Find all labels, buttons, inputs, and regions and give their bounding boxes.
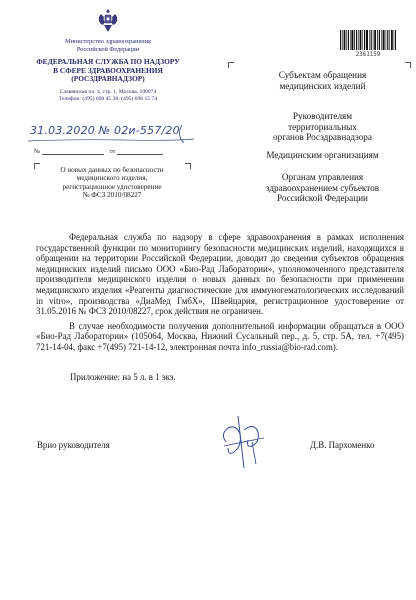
subject-line: регистрационное удостоверение	[62, 182, 162, 191]
recipient-line: Российской Федерации	[277, 193, 368, 204]
agency-line: (РОСЗДРАВНАДЗОР)	[71, 74, 145, 84]
body-paragraph: В случае необходимости получения дополнительной информации обращаться в ООО «Био-Рад Лаборатории» (105064, Москва, Нижний Сусальный пер., д. 5, стр. 5А, тел. +7(495) 721-14-04, факс +7(495) 721-14-12, электронная почта info_russia@bio-rad.com).	[36, 320, 404, 352]
signatory-name: Д.В. Пархоменко	[310, 440, 375, 450]
handwritten-signature	[218, 412, 270, 472]
ministry-line: Российской Федерации	[76, 45, 140, 53]
handwritten-date-number: 31.03.2020 № 02и-557/20	[30, 124, 180, 137]
agency-line: В СФЕРЕ ЗДРАВООХРАНЕНИЯ	[53, 65, 163, 75]
recipient-block	[240, 150, 405, 161]
agency-name	[20, 58, 196, 84]
subject-line: О новых данных по безопасности	[60, 166, 164, 174]
signatory-position: Врио руководителя	[37, 440, 110, 450]
letter-subject	[42, 166, 182, 200]
recipient-line: Медицинским организациям	[266, 150, 379, 160]
from-blank	[117, 147, 163, 155]
subject-corner-mark	[185, 163, 191, 169]
barcode	[340, 30, 396, 50]
recipient-corner-mark	[228, 62, 234, 68]
ministry-name	[20, 38, 196, 53]
recipient-line: здравоохранением субъектов	[265, 182, 380, 193]
agency-line: ФЕДЕРАЛЬНАЯ СЛУЖБА ПО НАДЗОРУ	[36, 57, 180, 66]
agency-address	[20, 89, 196, 103]
recipient-line: органов Росздравнадзора	[273, 132, 372, 143]
phone-line: Телефон: (495) 698 45 38; (495) 698 15 74	[58, 96, 158, 102]
subject-line: № ФСЗ 2010/08227	[82, 191, 142, 200]
recipient-line: Органам управления	[281, 172, 364, 182]
address-line: Славянская пл. 4, стр. 1, Москва, 100074	[59, 89, 157, 95]
handwritten-underline	[14, 123, 200, 145]
recipient-line: медицинских изделий	[279, 80, 366, 91]
number-label: №	[34, 148, 41, 155]
recipient-block	[240, 111, 405, 143]
attachment-note: Приложение: на 5 л. в 1 экз.	[70, 372, 176, 382]
barcode-number: 2361159	[355, 52, 381, 58]
from-label: от	[109, 148, 116, 155]
recipient-line: Руководителям	[292, 111, 353, 121]
ministry-line: Министерство здравоохранения	[65, 38, 151, 45]
number-blank	[42, 147, 104, 155]
coat-of-arms-icon	[97, 8, 119, 34]
subject-corner-mark	[34, 163, 40, 169]
letter-body	[36, 232, 404, 353]
recipient-corner-mark	[405, 62, 411, 68]
number-row	[34, 147, 163, 155]
subject-line: медицинского изделия,	[76, 174, 148, 183]
recipient-line: Субъектам обращения	[278, 70, 367, 80]
recipient-line: территориальных	[288, 121, 357, 132]
recipient-block	[240, 70, 405, 91]
recipient-block	[240, 172, 405, 204]
body-paragraph: Федеральная служба по надзору в сфере здравоохранения в рамках исполнения государственной функции по мониторингу безопасности медицинских изделий, находящихся в обращении на территории Российской Федерации, доводит до сведения субъектов обращения медицинских изделий письмо ООО «Био-Рад Лаборатории», уполномоченного представителя производителя медицинского изделия о новых данных по безопасности при применении медицинского изделия «Реагенты диагностические для иммуногематологических исследований in vitro», производства «ДиаМед ГмбХ», Швейцария, регистрационное удостоверение от 31.05.2016 № ФСЗ 2010/08227, срок действия не ограничен.	[36, 232, 404, 317]
